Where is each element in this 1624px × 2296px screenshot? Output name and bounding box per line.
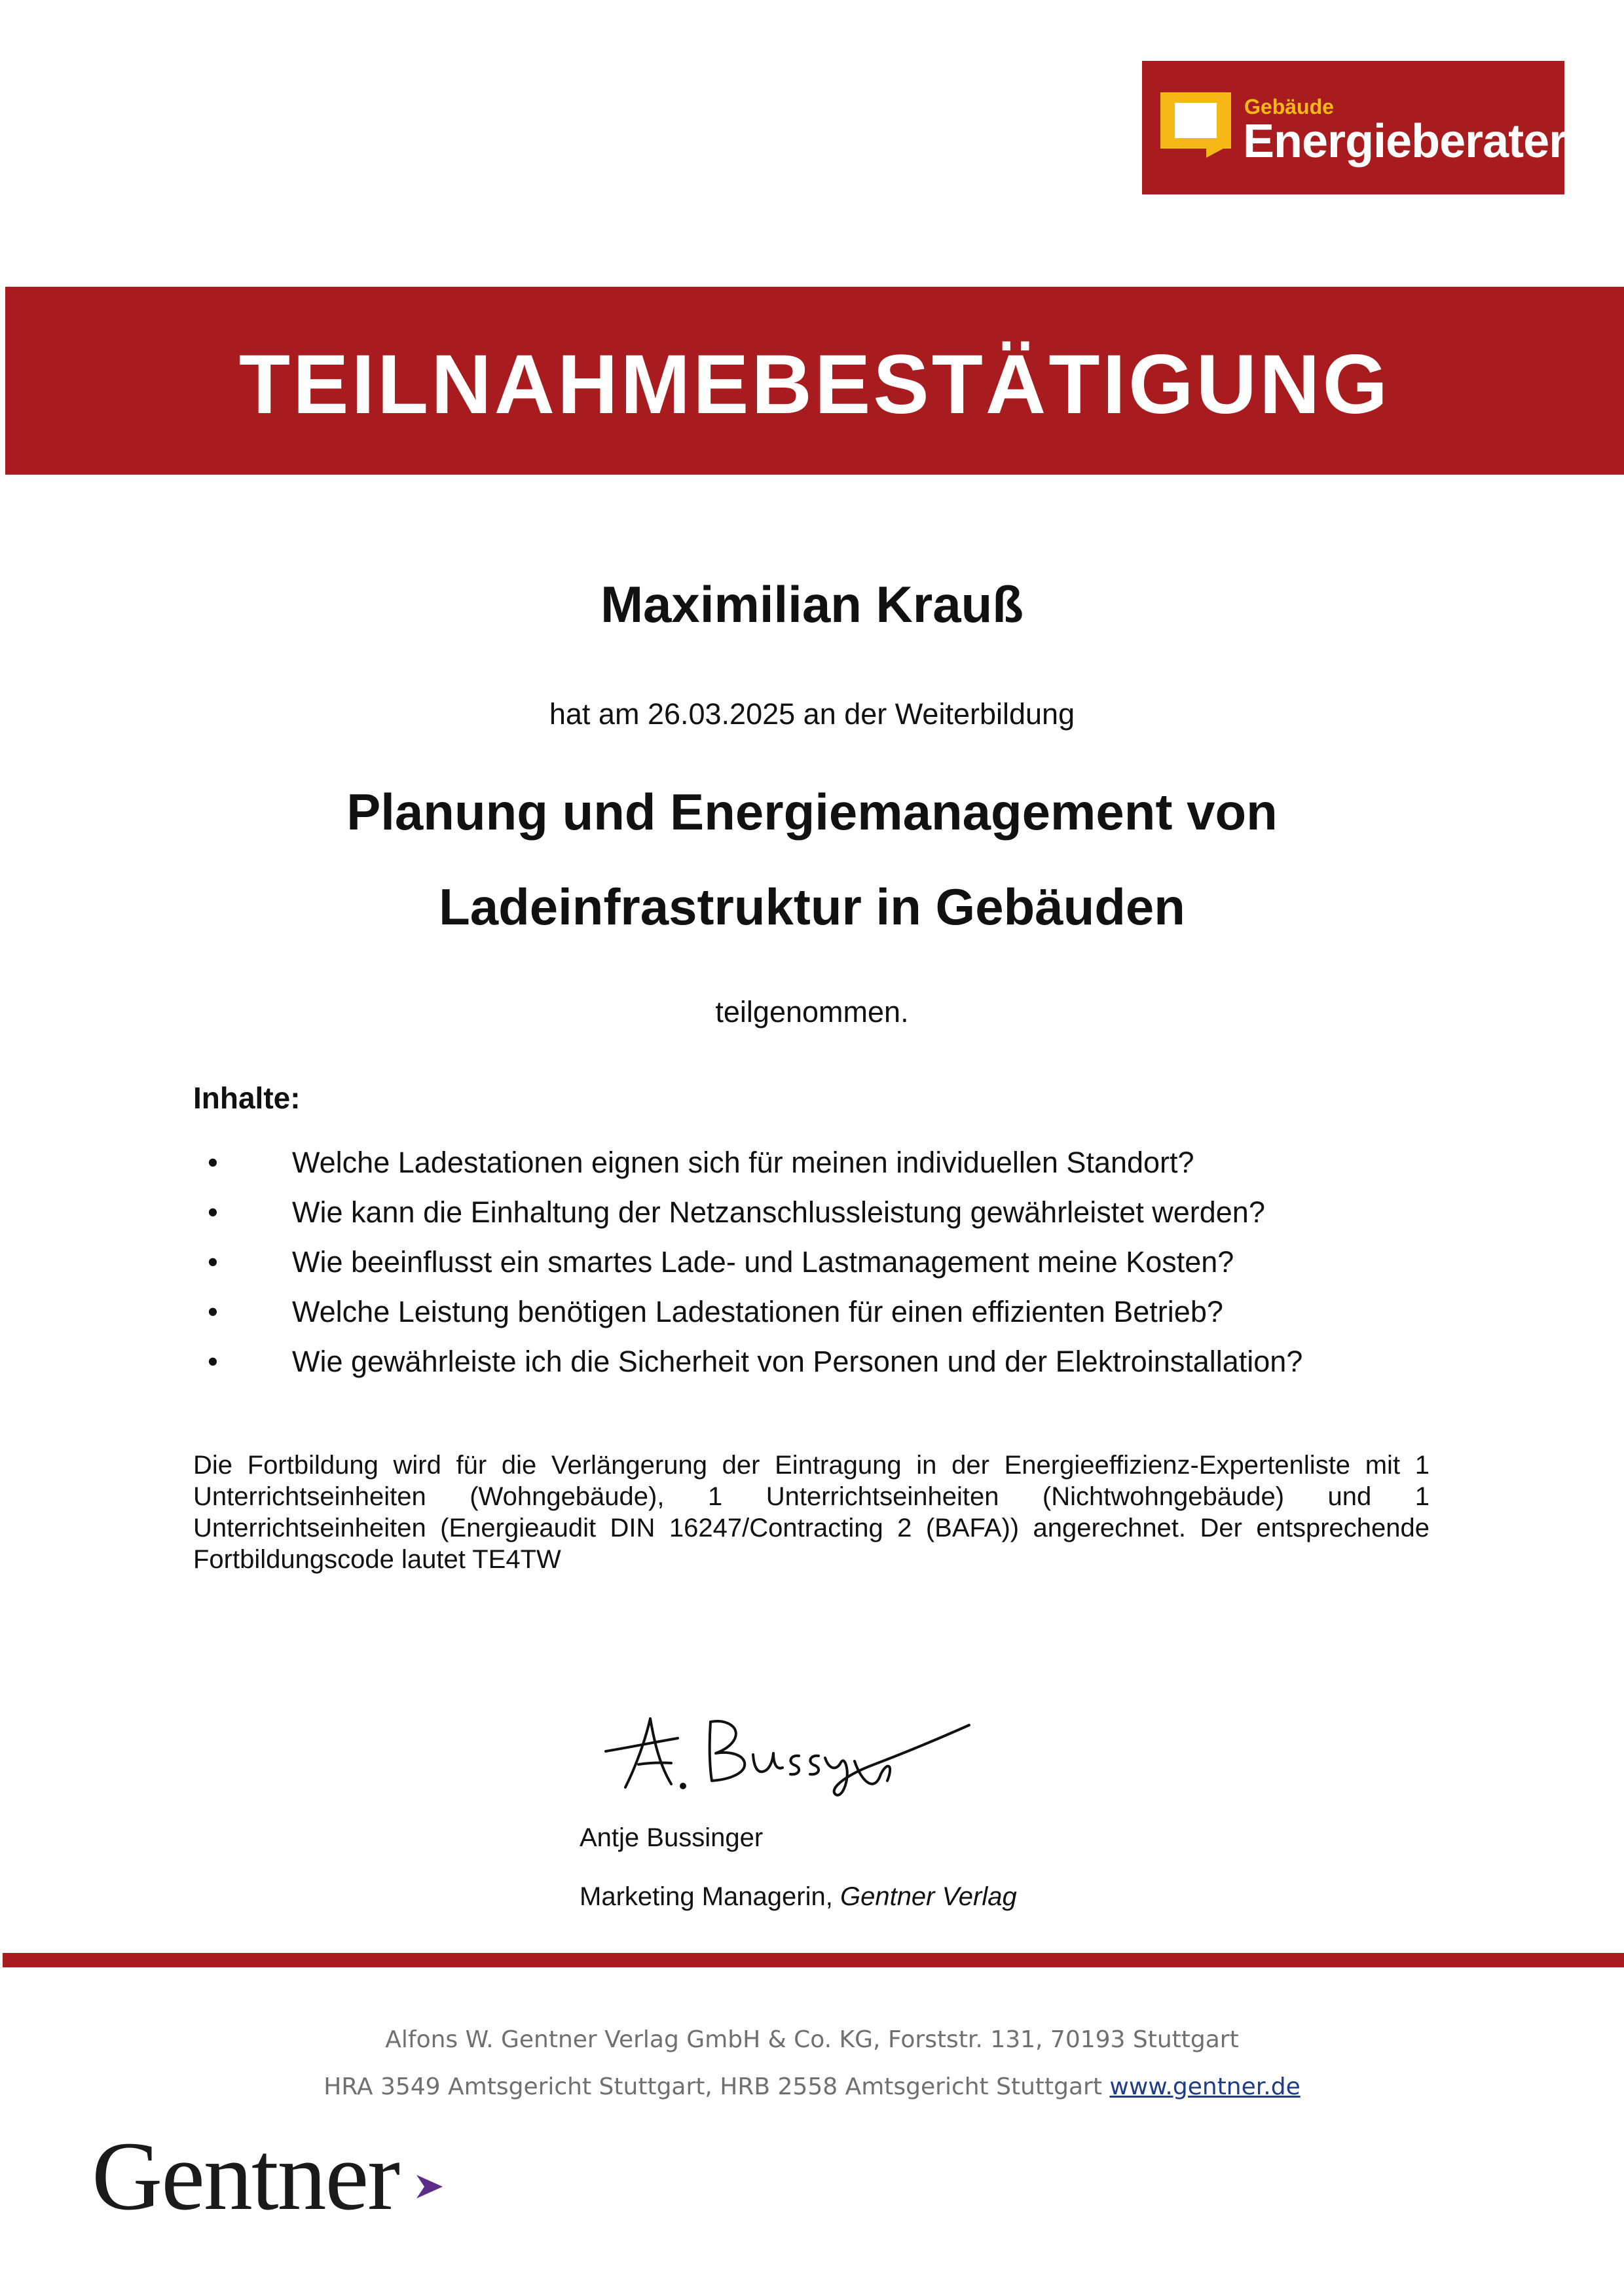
notice-paragraph: Die Fortbildung wird für die Verlängerung der Eintragung in der Energieeffizienz-Expertenliste mit 1 Unterrichtseinheiten (Wohngebäude), 1 Unterrichtseinheiten (Nichtwohngebäude) und 1 Unterrichtseinheiten (Energieaudit DIN 16247/Contracting 2 (BAFA)) angerechnet. Der entsprechende Fortbildungscode lautet TE4TW bbox=[193, 1451, 1430, 1574]
bullet-icon: • bbox=[208, 1146, 218, 1179]
course-title-line2: Ladeinfrastruktur in Gebäuden bbox=[439, 878, 1185, 936]
intro-text: hat am 26.03.2025 an der Weiterbildung bbox=[549, 697, 1075, 731]
energieberater-logo bbox=[1142, 61, 1567, 194]
list-item: • Wie kann die Einhaltung der Netzanschlussleistung gewährleistet werden? bbox=[242, 1195, 1302, 1230]
gentner-logo: Gentner bbox=[92, 2122, 399, 2231]
list-item: • Wie gewährleiste ich die Sicherheit von Personen und der Elektroinstallation? bbox=[242, 1345, 1302, 1379]
footer-registry: HRA 3549 Amtsgericht Stuttgart, HRB 2558 Amtsgericht Stuttgart www.gentner.de bbox=[323, 2073, 1301, 2100]
speech-bubble-icon bbox=[1160, 92, 1231, 158]
title-band bbox=[5, 287, 1624, 475]
arrow-icon bbox=[415, 2172, 444, 2201]
list-item: • Welche Ladestationen eignen sich für meinen individuellen Standort? bbox=[242, 1146, 1302, 1180]
list-item: • Wie beeinflusst ein smartes Lade- und Lastmanagement meine Kosten? bbox=[242, 1245, 1302, 1279]
list-item: • Welche Leistung benötigen Ladestationen für einen effizienten Betrieb? bbox=[242, 1295, 1302, 1329]
signatory-role: Marketing Managerin, Gentner Verlag bbox=[580, 1882, 1017, 1911]
bullet-icon: • bbox=[208, 1195, 218, 1229]
contents-list bbox=[208, 1146, 1303, 1394]
signatory-company: Gentner Verlag bbox=[840, 1882, 1017, 1911]
contents-heading: Inhalte: bbox=[193, 1081, 301, 1115]
signature bbox=[599, 1702, 979, 1807]
completed-text: teilgenommen. bbox=[715, 995, 909, 1029]
logo-subtitle: Gebäude bbox=[1244, 95, 1334, 118]
bullet-icon: • bbox=[208, 1245, 218, 1279]
page-title: TEILNAHMEBESTÄTIGUNG bbox=[238, 338, 1391, 431]
footer-address: Alfons W. Gentner Verlag GmbH & Co. KG, Forststr. 131, 70193 Stuttgart bbox=[385, 2026, 1239, 2053]
participant-name: Maximilian Krauß bbox=[600, 575, 1024, 633]
footer-divider bbox=[3, 1953, 1624, 1967]
bullet-icon: • bbox=[208, 1295, 218, 1328]
signatory-name: Antje Bussinger bbox=[580, 1823, 764, 1852]
website-link[interactable]: www.gentner.de bbox=[1109, 2073, 1301, 2100]
course-title-line1: Planung und Energiemanagement von bbox=[346, 783, 1278, 841]
bullet-icon: • bbox=[208, 1345, 218, 1378]
logo-title: Energieberater bbox=[1243, 115, 1567, 168]
